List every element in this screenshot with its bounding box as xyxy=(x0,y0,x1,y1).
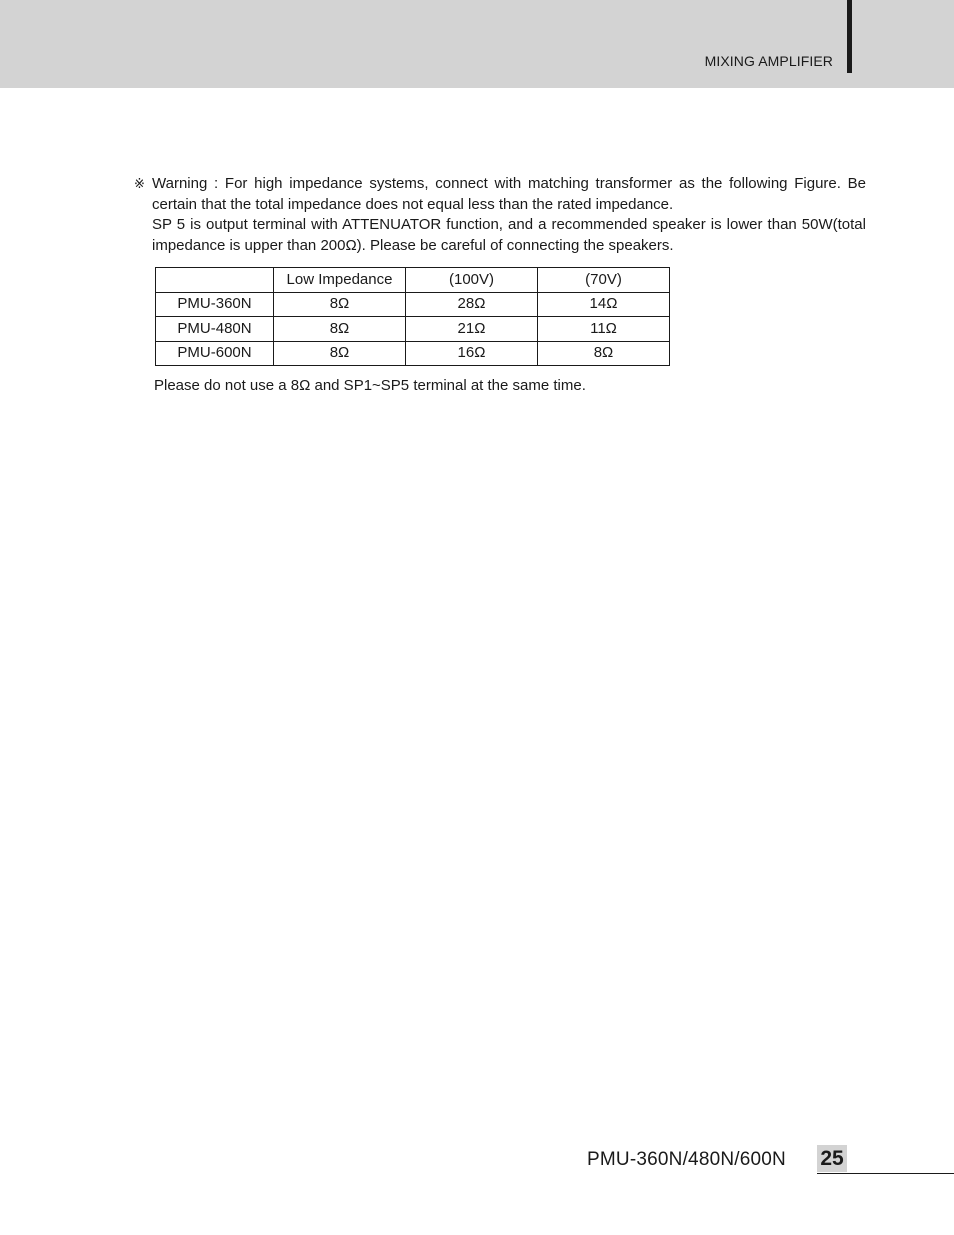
footer-model: PMU-360N/480N/600N xyxy=(587,1149,786,1170)
value-cell: 28Ω xyxy=(406,292,538,317)
table-header-row xyxy=(156,268,670,293)
table-row xyxy=(156,317,670,342)
header-cell xyxy=(156,268,274,293)
value-cell: 16Ω xyxy=(406,341,538,366)
warning-block xyxy=(134,174,866,256)
section-title: MIXING AMPLIFIER xyxy=(704,53,833,69)
header-cell: Low Impedance xyxy=(274,268,406,293)
table-row xyxy=(156,341,670,366)
table-row xyxy=(156,292,670,317)
impedance-table xyxy=(155,267,670,366)
header-cell: (70V) xyxy=(538,268,670,293)
page-number: 25 xyxy=(820,1147,844,1170)
header-divider xyxy=(847,0,852,73)
reference-mark-icon: ※ xyxy=(134,176,145,191)
header-band xyxy=(0,0,954,88)
page-number-box xyxy=(817,1145,847,1172)
header-cell: (100V) xyxy=(406,268,538,293)
value-cell: 8Ω xyxy=(274,341,406,366)
value-cell: 21Ω xyxy=(406,317,538,342)
footer-rule xyxy=(817,1173,954,1174)
value-cell: 8Ω xyxy=(538,341,670,366)
usage-note: Please do not use a 8Ω and SP1~SP5 terminal at the same time. xyxy=(154,377,586,394)
value-cell: 14Ω xyxy=(538,292,670,317)
value-cell: 8Ω xyxy=(274,292,406,317)
attenuator-paragraph: SP 5 is output terminal with ATTENUATOR function, and a recommended speaker is lower than 50W(total impedance is upper than 200Ω). Please be careful of connecting the speakers. xyxy=(152,216,866,254)
model-cell: PMU-600N xyxy=(156,341,274,366)
model-cell: PMU-360N xyxy=(156,292,274,317)
model-cell: PMU-480N xyxy=(156,317,274,342)
value-cell: 11Ω xyxy=(538,317,670,342)
value-cell: 8Ω xyxy=(274,317,406,342)
warning-paragraph: Warning : For high impedance systems, connect with matching transformer as the following Figure. Be certain that the total impedance does not equal less than the rated impedance. xyxy=(152,175,866,213)
